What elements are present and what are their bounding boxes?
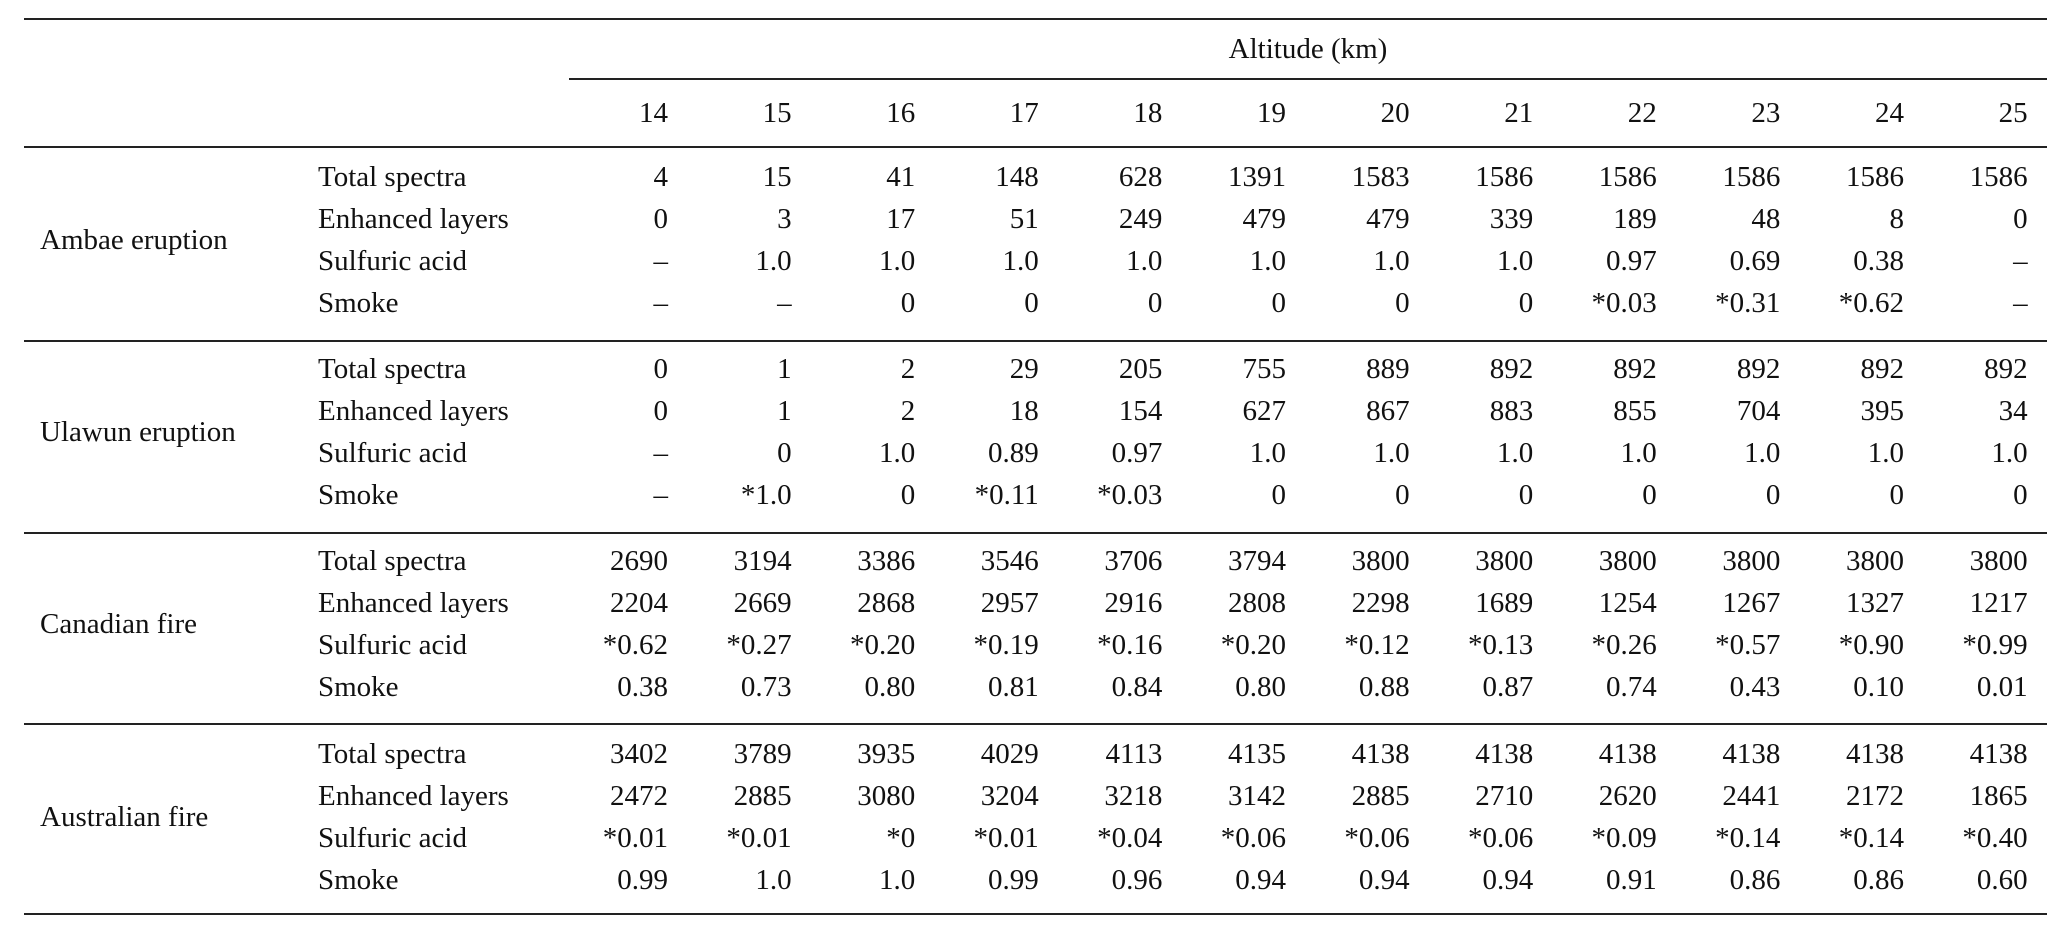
- table-cell: 1586: [1722, 161, 1781, 193]
- column-header: 16: [886, 97, 916, 129]
- table-cell: –: [653, 479, 668, 511]
- table-cell: 0.94: [1235, 864, 1286, 896]
- table-cell: 704: [1736, 395, 1781, 427]
- table-cell: 2472: [610, 780, 668, 812]
- bottom-rule: [24, 913, 2047, 915]
- table-cell: *1.0: [740, 479, 792, 511]
- table-cell: 1.0: [1249, 437, 1286, 469]
- table-cell: 2: [900, 353, 916, 385]
- table-cell: 0.69: [1729, 245, 1781, 277]
- table-cell: 2916: [1104, 587, 1163, 619]
- table-cell: 51: [1009, 203, 1039, 235]
- group-label: Canadian fire: [40, 608, 198, 640]
- group-label: Australian fire: [40, 801, 209, 833]
- table-cell: 0.01: [1976, 671, 2028, 703]
- table-cell: 4138: [1846, 738, 1904, 770]
- table-cell: 1.0: [878, 245, 916, 277]
- table-cell: 892: [1736, 353, 1781, 385]
- table-cell: 3: [777, 203, 792, 235]
- table-cell: 0: [900, 479, 916, 511]
- table-cell: 1689: [1475, 587, 1534, 619]
- table-cell: 1.0: [755, 245, 792, 277]
- table-cell: 0.43: [1729, 671, 1781, 703]
- table-cell: 2885: [733, 780, 792, 812]
- table-cell: 2710: [1475, 780, 1534, 812]
- table-cell: 1327: [1846, 587, 1904, 619]
- table-cell: *0.26: [1591, 629, 1657, 661]
- table-cell: 2298: [1351, 587, 1410, 619]
- table-cell: *0.13: [1467, 629, 1534, 661]
- table-cell: 0.38: [617, 671, 668, 703]
- row-label: Total spectra: [318, 353, 467, 385]
- table-cell: 1: [777, 353, 792, 385]
- table-cell: 395: [1860, 395, 1904, 427]
- table-cell: *0.04: [1097, 822, 1163, 854]
- table-cell: 0.94: [1358, 864, 1410, 896]
- table-cell: 883: [1489, 395, 1534, 427]
- row-label: Sulfuric acid: [318, 245, 467, 277]
- table-cell: 4138: [1351, 738, 1410, 770]
- table-cell: 892: [1613, 353, 1657, 385]
- column-header: 17: [1009, 97, 1039, 129]
- table-cell: 0.60: [1976, 864, 2028, 896]
- table-cell: *0: [886, 822, 916, 854]
- table-cell: 0.38: [1853, 245, 1904, 277]
- table-cell: *0.12: [1344, 629, 1410, 661]
- column-header: 20: [1380, 97, 1410, 129]
- table-cell: 0.86: [1853, 864, 1904, 896]
- table-cell: 0: [1765, 479, 1781, 511]
- table-cell: 3800: [1969, 545, 2028, 577]
- table-cell: *0.57: [1715, 629, 1781, 661]
- row-label: Smoke: [318, 864, 399, 896]
- table-cell: 0.80: [1235, 671, 1286, 703]
- table-cell: 0.80: [864, 671, 916, 703]
- table-cell: 0.73: [740, 671, 792, 703]
- row-label: Smoke: [318, 479, 399, 511]
- table-cell: 1586: [1969, 161, 2028, 193]
- table-cell: 4: [653, 161, 668, 193]
- column-header: 25: [1998, 97, 2028, 129]
- table-cell: 18: [1009, 395, 1039, 427]
- table-cell: 0: [1642, 479, 1657, 511]
- table-cell: 3218: [1104, 780, 1163, 812]
- table-cell: 0.86: [1729, 864, 1781, 896]
- table-cell: 0.94: [1482, 864, 1534, 896]
- table-cell: 855: [1613, 395, 1657, 427]
- table-cell: 2690: [610, 545, 668, 577]
- table-cell: 1254: [1598, 587, 1657, 619]
- table-cell: *0.01: [602, 822, 668, 854]
- table-cell: 479: [1366, 203, 1410, 235]
- table-cell: 0: [1147, 287, 1163, 319]
- table-cell: 1586: [1598, 161, 1657, 193]
- table-cell: 3800: [1722, 545, 1781, 577]
- table-cell: 0: [2013, 203, 2028, 235]
- table-cell: 0.96: [1111, 864, 1163, 896]
- table-cell: 3194: [733, 545, 792, 577]
- table-cell: 2: [900, 395, 916, 427]
- table-cell: 1865: [1969, 780, 2028, 812]
- table-cell: –: [653, 437, 668, 469]
- table-cell: 1391: [1228, 161, 1286, 193]
- table-cell: *0.03: [1097, 479, 1163, 511]
- table-cell: 0: [653, 395, 668, 427]
- table-cell: 4138: [1969, 738, 2028, 770]
- table-cell: 4138: [1475, 738, 1534, 770]
- table-cell: 17: [886, 203, 916, 235]
- table-cell: 0: [1518, 479, 1534, 511]
- table-cell: 0.97: [1111, 437, 1163, 469]
- table-cell: 3204: [980, 780, 1039, 812]
- table-cell: 0: [1271, 479, 1286, 511]
- table-cell: 0: [1395, 287, 1410, 319]
- table-cell: 3142: [1228, 780, 1286, 812]
- table-cell: 0: [1518, 287, 1534, 319]
- table-cell: *0.20: [1220, 629, 1286, 661]
- table-cell: 3935: [857, 738, 916, 770]
- table-cell: *0.06: [1467, 822, 1534, 854]
- group-separator-rule: [24, 723, 2047, 725]
- table-cell: –: [653, 287, 668, 319]
- table-cell: *0.62: [602, 629, 668, 661]
- table-cell: 1.0: [1867, 437, 1904, 469]
- table-cell: 41: [886, 161, 916, 193]
- table-cell: *0.40: [1962, 822, 2028, 854]
- row-label: Total spectra: [318, 161, 467, 193]
- table-cell: 2868: [857, 587, 916, 619]
- table-cell: 1267: [1722, 587, 1781, 619]
- table-cell: 0.91: [1606, 864, 1657, 896]
- table-cell: 1.0: [1002, 245, 1039, 277]
- table-cell: 4138: [1598, 738, 1657, 770]
- table-cell: 2204: [610, 587, 668, 619]
- table-cell: 4113: [1105, 738, 1163, 770]
- table-cell: 755: [1242, 353, 1286, 385]
- table-cell: –: [777, 287, 792, 319]
- row-label: Total spectra: [318, 545, 467, 577]
- table-cell: 892: [1860, 353, 1904, 385]
- table-cell: 1.0: [1620, 437, 1657, 469]
- table-cell: *0.16: [1097, 629, 1163, 661]
- table-cell: 0: [1024, 287, 1039, 319]
- table-cell: 0.89: [988, 437, 1039, 469]
- row-label: Enhanced layers: [318, 395, 509, 427]
- table-cell: 0.74: [1606, 671, 1657, 703]
- table-cell: 1583: [1351, 161, 1410, 193]
- table-cell: 1.0: [1744, 437, 1781, 469]
- table-cell: 1.0: [1373, 437, 1410, 469]
- table-cell: 1586: [1846, 161, 1904, 193]
- table-cell: 3080: [857, 780, 916, 812]
- table-cell: *0.27: [726, 629, 792, 661]
- table-cell: 0.81: [988, 671, 1039, 703]
- table-cell: 339: [1489, 203, 1534, 235]
- spanner-rule: [569, 78, 2047, 80]
- table-cell: 1.0: [1496, 245, 1534, 277]
- table-cell: 1586: [1475, 161, 1534, 193]
- table-cell: 3706: [1104, 545, 1163, 577]
- table-cell: 3800: [1475, 545, 1534, 577]
- table-cell: 892: [1489, 353, 1534, 385]
- table-cell: 1.0: [1126, 245, 1163, 277]
- table-cell: 0.99: [988, 864, 1039, 896]
- table-cell: 3794: [1228, 545, 1286, 577]
- table-cell: 2172: [1846, 780, 1904, 812]
- table-cell: 1.0: [1373, 245, 1410, 277]
- table-cell: 1.0: [1991, 437, 2028, 469]
- table-cell: *0.90: [1838, 629, 1904, 661]
- column-header: 24: [1875, 97, 1904, 129]
- row-label: Sulfuric acid: [318, 437, 467, 469]
- table-cell: 1.0: [1249, 245, 1286, 277]
- table-cell: *0.03: [1591, 287, 1657, 319]
- table-cell: *0.20: [849, 629, 916, 661]
- table-cell: 0.87: [1482, 671, 1534, 703]
- column-header: 21: [1504, 97, 1534, 129]
- table-cell: 34: [1998, 395, 2028, 427]
- table-cell: *0.09: [1591, 822, 1657, 854]
- group-separator-rule: [24, 340, 2047, 342]
- table-cell: 1.0: [878, 864, 916, 896]
- table-cell: 205: [1118, 353, 1163, 385]
- table-cell: 0: [900, 287, 916, 319]
- row-label: Smoke: [318, 671, 399, 703]
- table-cell: 4029: [980, 738, 1039, 770]
- table-cell: 3402: [610, 738, 668, 770]
- table-cell: –: [2013, 287, 2028, 319]
- column-header: 14: [639, 97, 668, 129]
- group-label: Ambae eruption: [40, 224, 228, 256]
- table-cell: 867: [1366, 395, 1410, 427]
- column-header: 19: [1257, 97, 1286, 129]
- group-separator-rule: [24, 532, 2047, 534]
- table-cell: 3546: [980, 545, 1039, 577]
- table-cell: 29: [1009, 353, 1039, 385]
- table-cell: 1.0: [755, 864, 792, 896]
- table-cell: 0: [1271, 287, 1286, 319]
- table-cell: 0.84: [1111, 671, 1163, 703]
- table-cell: 2885: [1351, 780, 1410, 812]
- table-cell: 892: [1984, 353, 2028, 385]
- row-label: Enhanced layers: [318, 780, 509, 812]
- table-cell: –: [2013, 245, 2028, 277]
- table-cell: 0.97: [1606, 245, 1657, 277]
- table-cell: 0.10: [1853, 671, 1904, 703]
- column-header: 18: [1133, 97, 1163, 129]
- header-bottom-rule: [24, 146, 2047, 148]
- row-label: Enhanced layers: [318, 587, 509, 619]
- row-label: Sulfuric acid: [318, 629, 467, 661]
- table-cell: 8: [1889, 203, 1904, 235]
- table-cell: *0.62: [1838, 287, 1904, 319]
- table-cell: –: [653, 245, 668, 277]
- table-cell: 2669: [733, 587, 792, 619]
- table-cell: *0.11: [974, 479, 1039, 511]
- table-cell: 1.0: [878, 437, 916, 469]
- table-cell: 0.99: [617, 864, 668, 896]
- table-cell: 0: [1889, 479, 1904, 511]
- table-cell: *0.14: [1838, 822, 1904, 854]
- table-cell: *0.01: [726, 822, 792, 854]
- table-cell: *0.31: [1715, 287, 1781, 319]
- row-label: Smoke: [318, 287, 399, 319]
- group-label: Ulawun eruption: [40, 416, 236, 448]
- table-cell: 249: [1118, 203, 1163, 235]
- table-cell: 0: [1395, 479, 1410, 511]
- table-cell: *0.01: [973, 822, 1039, 854]
- table-cell: 3800: [1351, 545, 1410, 577]
- table-cell: *0.06: [1344, 822, 1410, 854]
- table-cell: *0.14: [1715, 822, 1781, 854]
- column-header: 15: [762, 97, 792, 129]
- column-header: 22: [1627, 97, 1657, 129]
- table-cell: 0: [653, 353, 668, 385]
- table-cell: 2957: [980, 587, 1039, 619]
- table-cell: 3800: [1846, 545, 1904, 577]
- table-cell: 148: [995, 161, 1039, 193]
- row-label: Sulfuric acid: [318, 822, 467, 854]
- altitude-spanner-header: Altitude (km): [1228, 33, 1388, 65]
- table-cell: *0.99: [1962, 629, 2028, 661]
- table-cell: 15: [762, 161, 792, 193]
- table-cell: 1217: [1969, 587, 2028, 619]
- table-cell: 3386: [857, 545, 916, 577]
- table-cell: 1: [777, 395, 792, 427]
- row-label: Enhanced layers: [318, 203, 509, 235]
- table-cell: 154: [1118, 395, 1163, 427]
- table-cell: 0: [777, 437, 792, 469]
- table-cell: 4138: [1722, 738, 1781, 770]
- table-cell: *0.19: [973, 629, 1039, 661]
- row-label: Total spectra: [318, 738, 467, 770]
- table-cell: 189: [1613, 203, 1657, 235]
- table-cell: 0: [2013, 479, 2028, 511]
- table-cell: 3789: [733, 738, 792, 770]
- table-cell: 48: [1751, 203, 1781, 235]
- top-rule: [24, 18, 2047, 20]
- table-cell: 479: [1242, 203, 1286, 235]
- table-cell: 2441: [1722, 780, 1781, 812]
- table-cell: 4135: [1228, 738, 1286, 770]
- table-cell: 2808: [1228, 587, 1286, 619]
- table-cell: 628: [1118, 161, 1163, 193]
- table-cell: 1.0: [1496, 437, 1534, 469]
- table-cell: 889: [1366, 353, 1410, 385]
- table-cell: 627: [1242, 395, 1286, 427]
- table-cell: 0: [653, 203, 668, 235]
- column-header: 23: [1751, 97, 1781, 129]
- table-cell: 2620: [1598, 780, 1657, 812]
- table-cell: 0.88: [1358, 671, 1410, 703]
- table-cell: *0.06: [1220, 822, 1286, 854]
- table-cell: 3800: [1598, 545, 1657, 577]
